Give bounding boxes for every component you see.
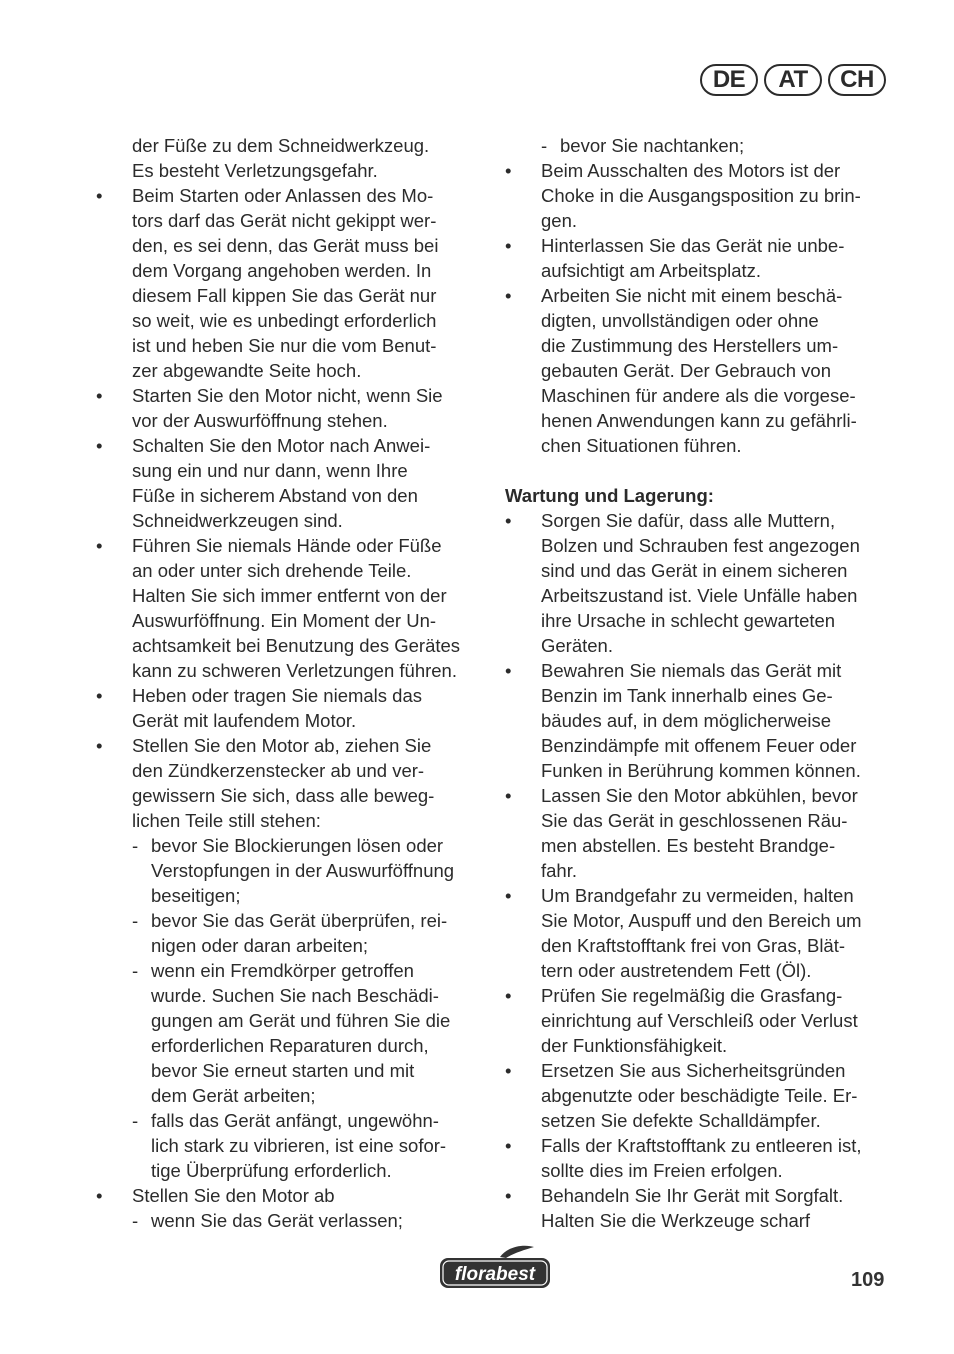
dash-icon: - xyxy=(132,1210,139,1231)
text-line: gebauten Gerät. Der Gebrauch von xyxy=(541,360,832,381)
text-line: Halten Sie sich immer entfernt von der xyxy=(132,585,447,606)
bullet-icon: • xyxy=(505,235,512,256)
bullet-icon: • xyxy=(505,510,512,531)
text-line: den Zündkerzenstecker ab und ver- xyxy=(132,760,425,781)
text-line: Choke in die Ausgangsposition zu brin- xyxy=(541,185,861,206)
text-line: Auswurföffnung. Ein Moment der Un- xyxy=(132,610,437,631)
language-badge-de: DE xyxy=(700,64,758,96)
text-line: wenn Sie das Gerät verlassen; xyxy=(151,1210,403,1231)
bullet-icon: • xyxy=(505,160,512,181)
text-line: Funken in Berührung kommen können. xyxy=(541,760,861,781)
text-line: tors darf das Gerät nicht gekippt wer- xyxy=(132,210,437,231)
text-line: Arbeiten Sie nicht mit einem beschä- xyxy=(541,285,843,306)
text-line: lich stark zu vibrieren, ist eine sofor- xyxy=(151,1135,447,1156)
text-line: digten, unvollständigen oder ohne xyxy=(541,310,819,331)
text-line: Benzindämpfe mit offenem Feuer oder xyxy=(541,735,857,756)
florabest-logo xyxy=(438,1244,552,1290)
list-item xyxy=(505,158,897,233)
list-item xyxy=(505,233,897,283)
text-line: diesem Fall kippen Sie das Gerät nur xyxy=(132,285,437,306)
text-line: gen. xyxy=(541,210,578,231)
text-line: dem Gerät arbeiten; xyxy=(151,1085,316,1106)
text-line: Falls der Kraftstofftank zu entleeren ist, xyxy=(541,1135,862,1156)
text-line: kann zu schweren Verletzungen führen. xyxy=(132,660,457,681)
text-line: beseitigen; xyxy=(151,885,241,906)
text-line: Lassen Sie den Motor abkühlen, bevor xyxy=(541,785,858,806)
text-line: henen Anwendungen kann zu gefährli- xyxy=(541,410,857,431)
text-line: bevor Sie das Gerät überprüfen, rei- xyxy=(151,910,448,931)
logo-leaf-icon xyxy=(500,1246,534,1258)
text-line: bevor Sie Blockierungen lösen oder xyxy=(151,835,444,856)
left-column xyxy=(96,133,488,1233)
list-item xyxy=(505,983,897,1058)
dash-icon: - xyxy=(132,910,139,931)
sub-list-item xyxy=(96,833,488,908)
sub-list-item xyxy=(505,133,897,158)
text-line: Bewahren Sie niemals das Gerät mit xyxy=(541,660,842,681)
text-line: sind und das Gerät in einem sicheren xyxy=(541,560,848,581)
text-line: der Füße zu dem Schneidwerkzeug. xyxy=(132,135,430,156)
list-item xyxy=(505,283,897,458)
list-item xyxy=(96,383,488,433)
text-line: Beim Ausschalten des Motors ist der xyxy=(541,160,841,181)
text-line: bevor Sie nachtanken; xyxy=(560,135,745,156)
list-item xyxy=(96,1183,488,1208)
language-badge-ch: CH xyxy=(828,64,886,96)
text-line: der Funktionsfähigkeit. xyxy=(541,1035,728,1056)
bullet-icon: • xyxy=(505,885,512,906)
text-line: Maschinen für andere als die vorgese- xyxy=(541,385,856,406)
text-line: sung ein und nur dann, wenn Ihre xyxy=(132,460,408,481)
bullet-icon: • xyxy=(505,785,512,806)
bullet-icon: • xyxy=(505,1060,512,1081)
list-item xyxy=(505,883,897,983)
text-line: Stellen Sie den Motor ab, ziehen Sie xyxy=(132,735,432,756)
text-line: Stellen Sie den Motor ab xyxy=(132,1185,335,1206)
text-line: lichen Teile still stehen: xyxy=(132,810,321,831)
text-line: Schneidwerkzeugen sind. xyxy=(132,510,343,531)
text-line: Ersetzen Sie aus Sicherheitsgründen xyxy=(541,1060,846,1081)
text-line: gungen am Gerät und führen Sie die xyxy=(151,1010,451,1031)
language-badges xyxy=(700,64,886,96)
text-line: Beim Starten oder Anlassen des Mo- xyxy=(132,185,434,206)
text-line: Bolzen und Schrauben fest angezogen xyxy=(541,535,860,556)
text-line: bäudes auf, in dem möglicherweise xyxy=(541,710,831,731)
text-line: tern oder austretendem Fett (Öl). xyxy=(541,960,812,981)
dash-icon: - xyxy=(541,135,548,156)
text-line: Verstopfungen in der Auswurföffnung xyxy=(151,860,455,881)
continuation-text xyxy=(96,133,488,183)
bullet-icon: • xyxy=(96,185,103,206)
list-item xyxy=(96,733,488,833)
list-item xyxy=(505,508,897,658)
bullet-icon: • xyxy=(96,435,103,456)
text-line: Sie Motor, Auspuff und den Bereich um xyxy=(541,910,862,931)
text-line: so weit, wie es unbedingt erforderlich xyxy=(132,310,437,331)
language-badge-at: AT xyxy=(764,64,822,96)
text-line: setzen Sie defekte Schalldämpfer. xyxy=(541,1110,821,1131)
text-line: Sorgen Sie dafür, dass alle Muttern, xyxy=(541,510,836,531)
text-line: den Kraftstofftank frei von Gras, Blät- xyxy=(541,935,846,956)
dash-icon: - xyxy=(132,1110,139,1131)
sub-list-item xyxy=(96,908,488,958)
text-line: Schalten Sie den Motor nach Anwei- xyxy=(132,435,431,456)
bullet-icon: • xyxy=(505,985,512,1006)
list-item xyxy=(96,433,488,533)
text-line: Halten Sie die Werkzeuge scharf xyxy=(541,1210,811,1231)
sub-list-item xyxy=(96,958,488,1108)
text-line: Sie das Gerät in geschlossenen Räu- xyxy=(541,810,848,831)
text-line: bevor Sie erneut starten und mit xyxy=(151,1060,415,1081)
bullet-icon: • xyxy=(96,735,103,756)
text-line: ist und heben Sie nur die vom Benut- xyxy=(132,335,437,356)
sub-list-item xyxy=(96,1108,488,1183)
bullet-icon: • xyxy=(505,660,512,681)
text-line: Um Brandgefahr zu vermeiden, halten xyxy=(541,885,854,906)
dash-icon: - xyxy=(132,835,139,856)
text-line: aufsichtigt am Arbeitsplatz. xyxy=(541,260,762,281)
text-line: sollte dies im Freien erfolgen. xyxy=(541,1160,783,1181)
list-item xyxy=(505,1133,897,1183)
list-item xyxy=(96,533,488,683)
text-line: Starten Sie den Motor nicht, wenn Sie xyxy=(132,385,443,406)
section-title: Wartung und Lagerung: xyxy=(505,485,714,506)
text-line: den, es sei denn, das Gerät muss bei xyxy=(132,235,439,256)
bullet-icon: • xyxy=(96,1185,103,1206)
right-column xyxy=(505,133,897,1233)
text-line: Hinterlassen Sie das Gerät nie unbe- xyxy=(541,235,845,256)
sub-list-item xyxy=(96,1208,488,1233)
text-line: die Zustimmung des Herstellers um- xyxy=(541,335,839,356)
list-item xyxy=(96,183,488,383)
text-line: Füße in sicherem Abstand von den xyxy=(132,485,418,506)
dash-icon: - xyxy=(132,960,139,981)
text-line: Gerät mit laufendem Motor. xyxy=(132,710,357,731)
text-line: Heben oder tragen Sie niemals das xyxy=(132,685,423,706)
page-number: 109 xyxy=(851,1269,885,1291)
text-line: Behandeln Sie Ihr Gerät mit Sorgfalt. xyxy=(541,1185,844,1206)
bullet-icon: • xyxy=(505,1135,512,1156)
list-item xyxy=(505,658,897,783)
text-line: zer abgewandte Seite hoch. xyxy=(132,360,362,381)
logo-text: florabest xyxy=(454,1264,536,1285)
text-line: ihre Ursache in schlecht gewarteten xyxy=(541,610,836,631)
bullet-icon: • xyxy=(505,285,512,306)
text-line: Prüfen Sie regelmäßig die Grasfang- xyxy=(541,985,843,1006)
list-item xyxy=(505,783,897,883)
text-line: achtsamkeit bei Benutzung des Gerätes xyxy=(132,635,461,656)
text-line: Geräten. xyxy=(541,635,613,656)
text-line: Führen Sie niemals Hände oder Füße xyxy=(132,535,442,556)
bullet-icon: • xyxy=(96,685,103,706)
text-line: an oder unter sich drehende Teile. xyxy=(132,560,412,581)
bullet-icon: • xyxy=(96,535,103,556)
text-line: dem Vorgang angehoben werden. In xyxy=(132,260,432,281)
bullet-icon: • xyxy=(505,1185,512,1206)
text-line: fahr. xyxy=(541,860,577,881)
text-line: wenn ein Fremdkörper getroffen xyxy=(151,960,414,981)
text-line: Arbeitszustand ist. Viele Unfälle haben xyxy=(541,585,858,606)
text-line: men abstellen. Es besteht Brandge- xyxy=(541,835,836,856)
list-item xyxy=(505,1058,897,1133)
text-line: einrichtung auf Verschleiß oder Verlust xyxy=(541,1010,858,1031)
text-line: Es besteht Verletzungsgefahr. xyxy=(132,160,378,181)
text-line: Benzin im Tank innerhalb eines Ge- xyxy=(541,685,833,706)
text-line: abgenutzte oder beschädigte Teile. Er- xyxy=(541,1085,858,1106)
list-item xyxy=(505,1183,897,1233)
bullet-icon: • xyxy=(96,385,103,406)
text-line: erforderlichen Reparaturen durch, xyxy=(151,1035,429,1056)
text-line: nigen oder daran arbeiten; xyxy=(151,935,369,956)
text-line: wurde. Suchen Sie nach Beschädi- xyxy=(151,985,439,1006)
text-line: gewissern Sie sich, dass alle beweg- xyxy=(132,785,435,806)
list-item xyxy=(96,683,488,733)
text-line: tige Überprüfung erforderlich. xyxy=(151,1160,392,1181)
text-line: falls das Gerät anfängt, ungewöhn- xyxy=(151,1110,439,1131)
text-line: chen Situationen führen. xyxy=(541,435,742,456)
text-line: vor der Auswurföffnung stehen. xyxy=(132,410,388,431)
